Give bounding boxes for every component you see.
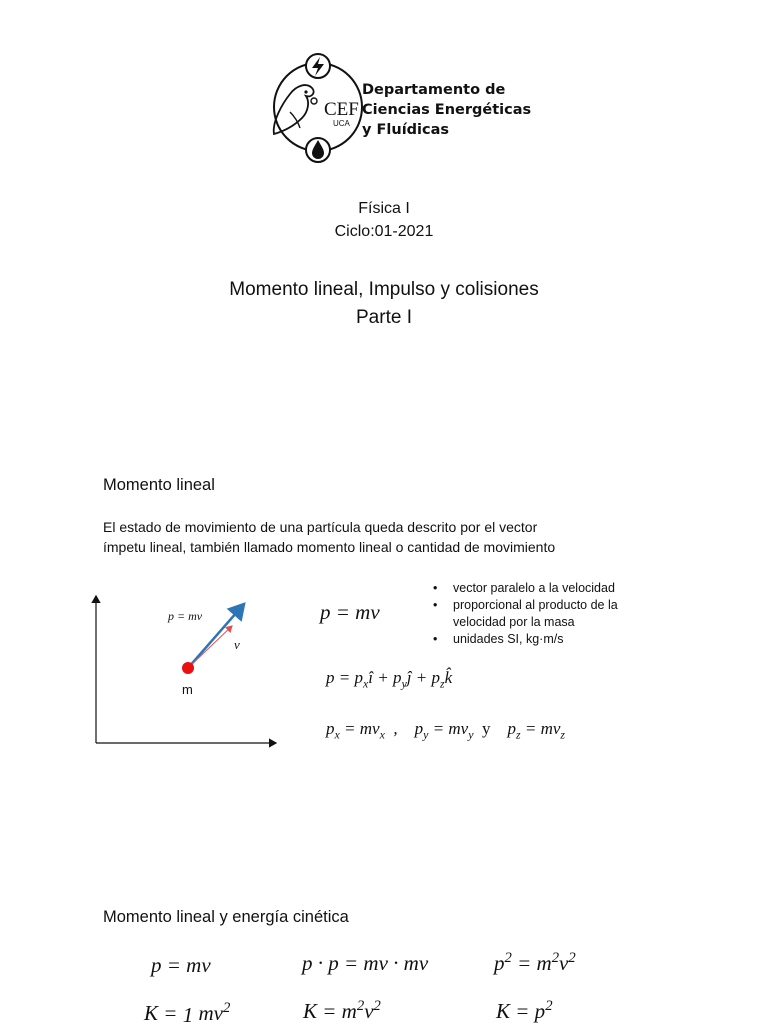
fraction-numerator: 1 [182, 1002, 194, 1027]
logo-subtext: UCA [333, 119, 350, 128]
component-equations: $p_x = mv_x$ , $p_y = mv_y$ y $p_z = mv_z$ [326, 719, 566, 742]
title-line-1: Momento lineal, Impulso y colisiones [229, 279, 539, 300]
equation-kinetic-energy-mv: $K = m^2v^2$ [303, 998, 381, 1023]
bullet-parallel-velocity: • vector paralelo a la velocidad [431, 580, 646, 597]
equation-momentum-squared: $p^2 = m^2v^2$ [494, 950, 576, 975]
equation-kinetic-energy-p: $K = p^2$ [496, 998, 553, 1023]
paragraph-line-1: El estado de movimiento de una partícula queda descrito por el vector [103, 519, 538, 535]
document-title [0, 276, 768, 332]
title-line-2: Parte I [356, 307, 412, 328]
dept-line-1: Departamento de [362, 82, 506, 98]
definition-paragraph [103, 517, 555, 557]
dept-line-3: y Fluídicas [362, 122, 450, 138]
mass-dot [182, 662, 194, 674]
equation-momentum: p = mv [151, 953, 211, 977]
conjunction-y: y [481, 719, 491, 738]
logo-text: CEF [324, 99, 359, 120]
velocity-label: v [234, 637, 240, 652]
course-cycle: Ciclo:01-2021 [334, 223, 434, 240]
dept-line-2: Ciencias Energéticas [362, 102, 532, 118]
vector-components-equation: $p = p_xî$ + $p_yĵ$ + $p_zk̂$ [326, 668, 453, 691]
section-heading-energia-cinetica: Momento lineal y energía cinética [103, 908, 349, 926]
course-info [0, 197, 768, 243]
bullet-si-units: • unidades SI, kg·m/s [431, 631, 646, 648]
equation-kinetic-energy: K = 1 $mv^2$ [144, 1000, 231, 1027]
main-equation: p = mv [320, 600, 380, 624]
property-bullet-list [431, 580, 646, 648]
equation-dot-product: p · p = mv · mv [302, 951, 429, 975]
department-name [362, 80, 531, 140]
paragraph-line-2: ímpetu lineal, también llamado momento lineal o cantidad de movimiento [103, 539, 556, 555]
mass-label: m [182, 682, 193, 697]
bullet-proportional-mass: • proporcional al producto de la velocidad por la masa [431, 597, 646, 631]
course-name: Física I [358, 200, 410, 217]
velocity-arrow [188, 626, 232, 668]
momentum-label: p = mv [168, 609, 203, 623]
section-heading-momento-lineal: Momento lineal [103, 476, 215, 494]
